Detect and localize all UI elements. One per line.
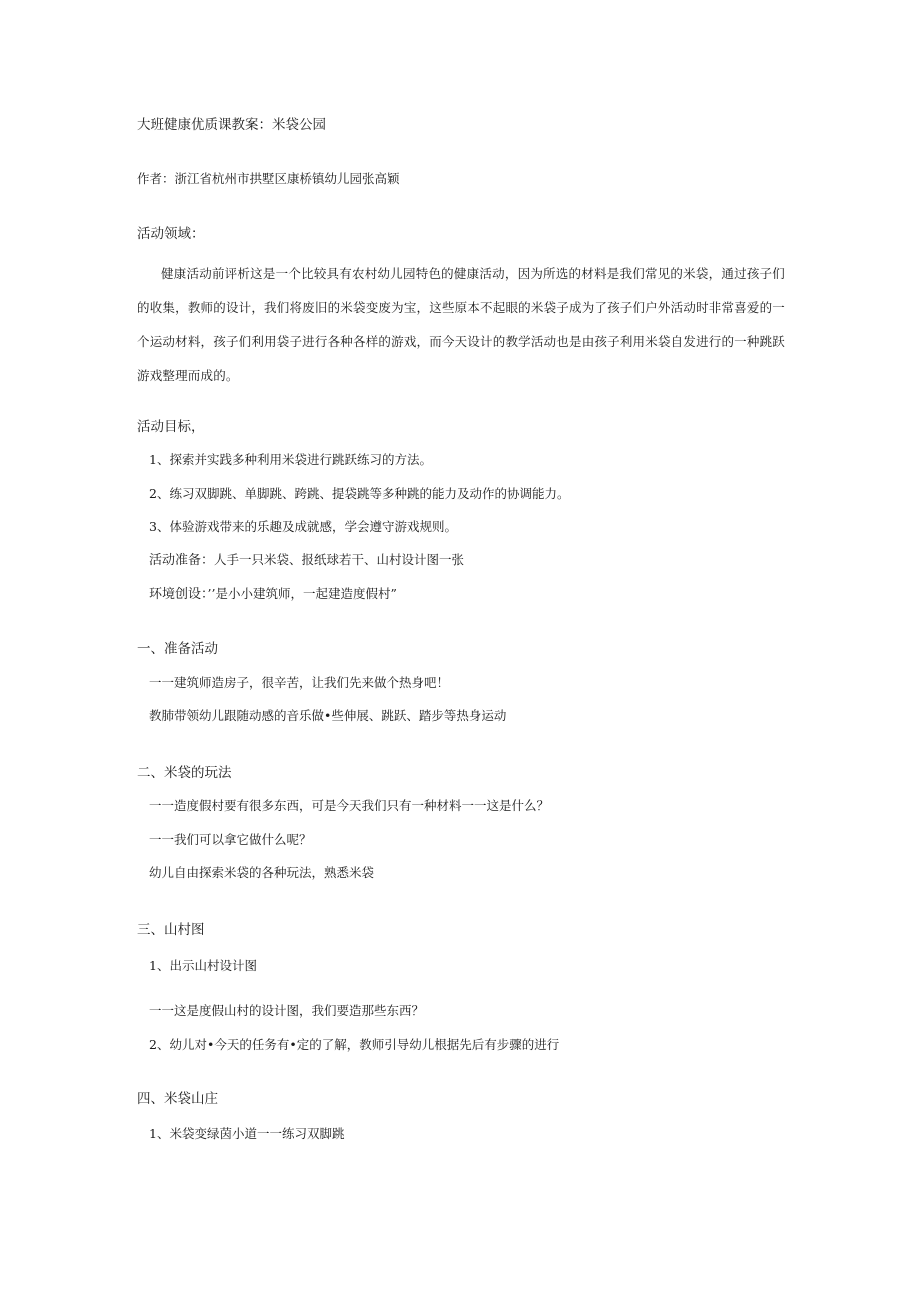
section-heading: 三、山村图 bbox=[137, 922, 205, 938]
section-heading: 一、准备活动 bbox=[137, 641, 218, 657]
section-line: 1、米袋变绿茵小道一一练习双脚跳 bbox=[149, 1126, 345, 1141]
section-heading: 四、米袋山庄 bbox=[137, 1091, 218, 1107]
goal-item-1: 1、探索并实践多种利用米袋进行跳跃练习的方法。 bbox=[149, 452, 432, 467]
section-line: 一一建筑师造房子，很辛苦，让我们先来做个热身吧！ bbox=[149, 675, 450, 690]
environment-text: ’’是小小建筑师，一起建造度假村” bbox=[207, 586, 397, 601]
preparation-line bbox=[149, 551, 464, 570]
goal-item-3: 3、体验游戏带来的乐趣及成就感，学会遵守游戏规则。 bbox=[149, 519, 457, 534]
section-line: 幼儿自由探索米袋的各种玩法，熟悉米袋 bbox=[149, 865, 375, 880]
document-title: 大班健康优质课教案：米袋公园 bbox=[137, 117, 326, 133]
section-line: 一一这是度假山村的设计图，我们要造那些东西？ bbox=[149, 1003, 425, 1018]
goals-heading: 活动目标， bbox=[137, 419, 205, 435]
author-line: 作者：浙江省杭州市拱墅区康桥镇幼儿园张高颖 bbox=[137, 171, 400, 186]
environment-label: 环境创设： bbox=[149, 587, 208, 602]
section-line: 教肺带领幼儿跟随动感的音乐做•些伸展、跳跃、踏步等热身运动 bbox=[149, 708, 507, 723]
preparation-text: 人手一只米袋、报纸球若干、山村设计图一张 bbox=[214, 552, 465, 567]
section-heading: 二、米袋的玩法 bbox=[137, 765, 232, 781]
preparation-label: 活动准备： bbox=[149, 553, 215, 568]
environment-line bbox=[149, 585, 397, 604]
section-line: 2、幼儿对•今天的任务有•定的了解，教师引导幼儿根据先后有步骤的进行 bbox=[149, 1037, 560, 1052]
goal-item-2: 2、练习双脚跳、单脚跳、跨跳、提袋跳等多种跳的能力及动作的协调能力。 bbox=[149, 486, 570, 501]
domain-heading: 活动领域： bbox=[137, 226, 205, 242]
section-line: 一一造度假村要有很多东西，可是今天我们只有一种材料一一这是什么？ bbox=[149, 798, 550, 813]
section-line: 1、出示山村设计图 bbox=[149, 958, 257, 973]
section-line: 一一我们可以拿它做什么呢？ bbox=[149, 832, 312, 847]
domain-paragraph: 健康活动前评析这是一个比较具有农村幼儿园特色的健康活动，因为所选的材料是我们常见的米袋，通过孩子们的收集，教师的设计，我们将废旧的米袋变废为宝，这些原本不起眼的米袋子成为了孩子们户外活动时非常喜爱的一个运动材料，孩子们利用袋子进行各种各样的游戏，而今天设计的教学活动也是由孩子利用米袋自发进行的一种跳跃游戏整理而成的。 bbox=[137, 266, 785, 383]
